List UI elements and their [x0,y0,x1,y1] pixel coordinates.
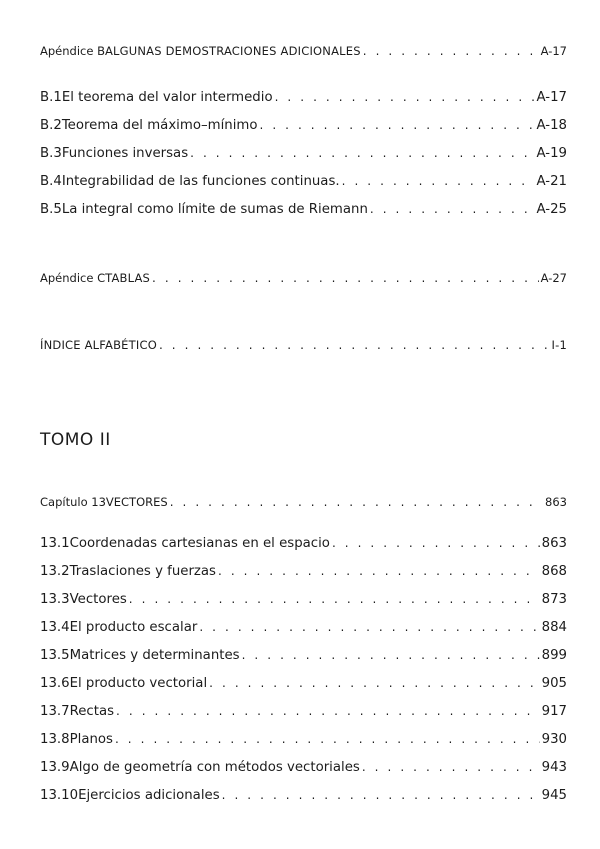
toc-entry-appendix-b [40,44,567,58]
chapter-label: Capítulo 13 [40,495,106,509]
toc-entry-section [40,760,567,775]
dot-leader [363,44,539,58]
toc-entry-appendix-c [40,271,567,285]
page-number: A-19 [536,146,567,161]
page-number: 873 [541,592,567,607]
dot-leader [170,495,543,509]
volume-title: TOMO II [40,430,111,450]
section-number: 13.4 [40,620,70,635]
section-number: 13.1 [40,536,70,551]
dot-leader [209,676,539,690]
section-number: 13.2 [40,564,70,579]
toc-entry-section [40,592,567,607]
section-title: Planos [69,732,113,747]
page-number: 930 [541,732,567,747]
dot-leader [152,271,539,285]
section-title: Algo de geometría con métodos vectoriales [69,760,360,775]
section-number: 13.9 [40,760,70,775]
page-number: 917 [541,704,567,719]
page-number: 945 [541,788,567,803]
dot-leader [115,732,540,746]
section-title: Matrices y determinantes [69,648,240,663]
section-title: Traslaciones y fuerzas [69,564,216,579]
section-title: Funciones inversas [61,146,189,161]
section-title: Coordenadas cartesianas en el espacio [69,536,330,551]
dot-leader [199,620,539,634]
toc-entry-index [40,338,567,352]
section-title: Teorema del máximo–mínimo [61,118,258,133]
dot-leader [370,202,535,216]
page-number: A-17 [536,90,567,105]
dot-leader [275,90,535,104]
dot-leader [342,174,535,188]
section-number: 13.5 [40,648,70,663]
section-title: Integrabilidad de las funciones continuas. [61,174,340,189]
toc-entry-section [40,704,567,719]
page-number: 899 [541,648,567,663]
dot-leader [259,118,534,132]
page-number: I-1 [551,338,567,352]
page-number: A-27 [540,271,567,285]
page-number: 943 [541,760,567,775]
section-number: 13.3 [40,592,70,607]
toc-entry-section [40,732,567,747]
page-number: 863 [541,536,567,551]
dot-leader [332,536,540,550]
section-number: 13.10 [40,788,79,803]
toc-entry-section [40,676,567,691]
page-number: A-25 [536,202,567,217]
chapter-title: VECTORES [105,495,168,509]
section-title: La integral como límite de sumas de Riemann [61,202,368,217]
toc-entry-section [40,146,567,161]
dot-leader [159,338,550,352]
toc-entry-section [40,648,567,663]
toc-entry-section [40,788,567,803]
section-title: El producto vectorial [69,676,208,691]
section-number: B.1 [40,90,62,105]
toc-entry-section [40,90,567,105]
toc-entry-section [40,536,567,551]
toc-entry-section [40,118,567,133]
page-number: A-17 [540,44,567,58]
toc-entry-section [40,620,567,635]
section-title: El teorema del valor intermedio [61,90,273,105]
appendix-label: Apéndice B [40,44,105,58]
section-number: B.4 [40,174,62,189]
section-number: 13.6 [40,676,70,691]
section-number: 13.8 [40,732,70,747]
section-number: B.5 [40,202,62,217]
toc-entry-chapter-13 [40,495,567,509]
section-title: El producto escalar [69,620,198,635]
dot-leader [362,760,540,774]
page-number: 884 [541,620,567,635]
page-number: A-21 [536,174,567,189]
section-title: Vectores [69,592,127,607]
toc-entry-section [40,564,567,579]
dot-leader [242,648,540,662]
dot-leader [218,564,540,578]
dot-leader [222,788,540,802]
section-number: B.3 [40,146,62,161]
index-title: ÍNDICE ALFABÉTICO [40,338,157,352]
page-number: A-18 [536,118,567,133]
page-number: 863 [545,495,567,509]
section-number: 13.7 [40,704,70,719]
appendix-title: TABLAS [105,271,151,285]
section-number: B.2 [40,118,62,133]
section-title: Ejercicios adicionales [78,788,220,803]
dot-leader [129,592,540,606]
section-title: Rectas [69,704,115,719]
appendix-label: Apéndice C [40,271,106,285]
toc-entry-section [40,174,567,189]
appendix-title: ALGUNAS DEMOSTRACIONES ADICIONALES [104,44,361,58]
dot-leader [116,704,540,718]
dot-leader [190,146,534,160]
page-number: 905 [541,676,567,691]
page-number: 868 [541,564,567,579]
toc-entry-section [40,202,567,217]
